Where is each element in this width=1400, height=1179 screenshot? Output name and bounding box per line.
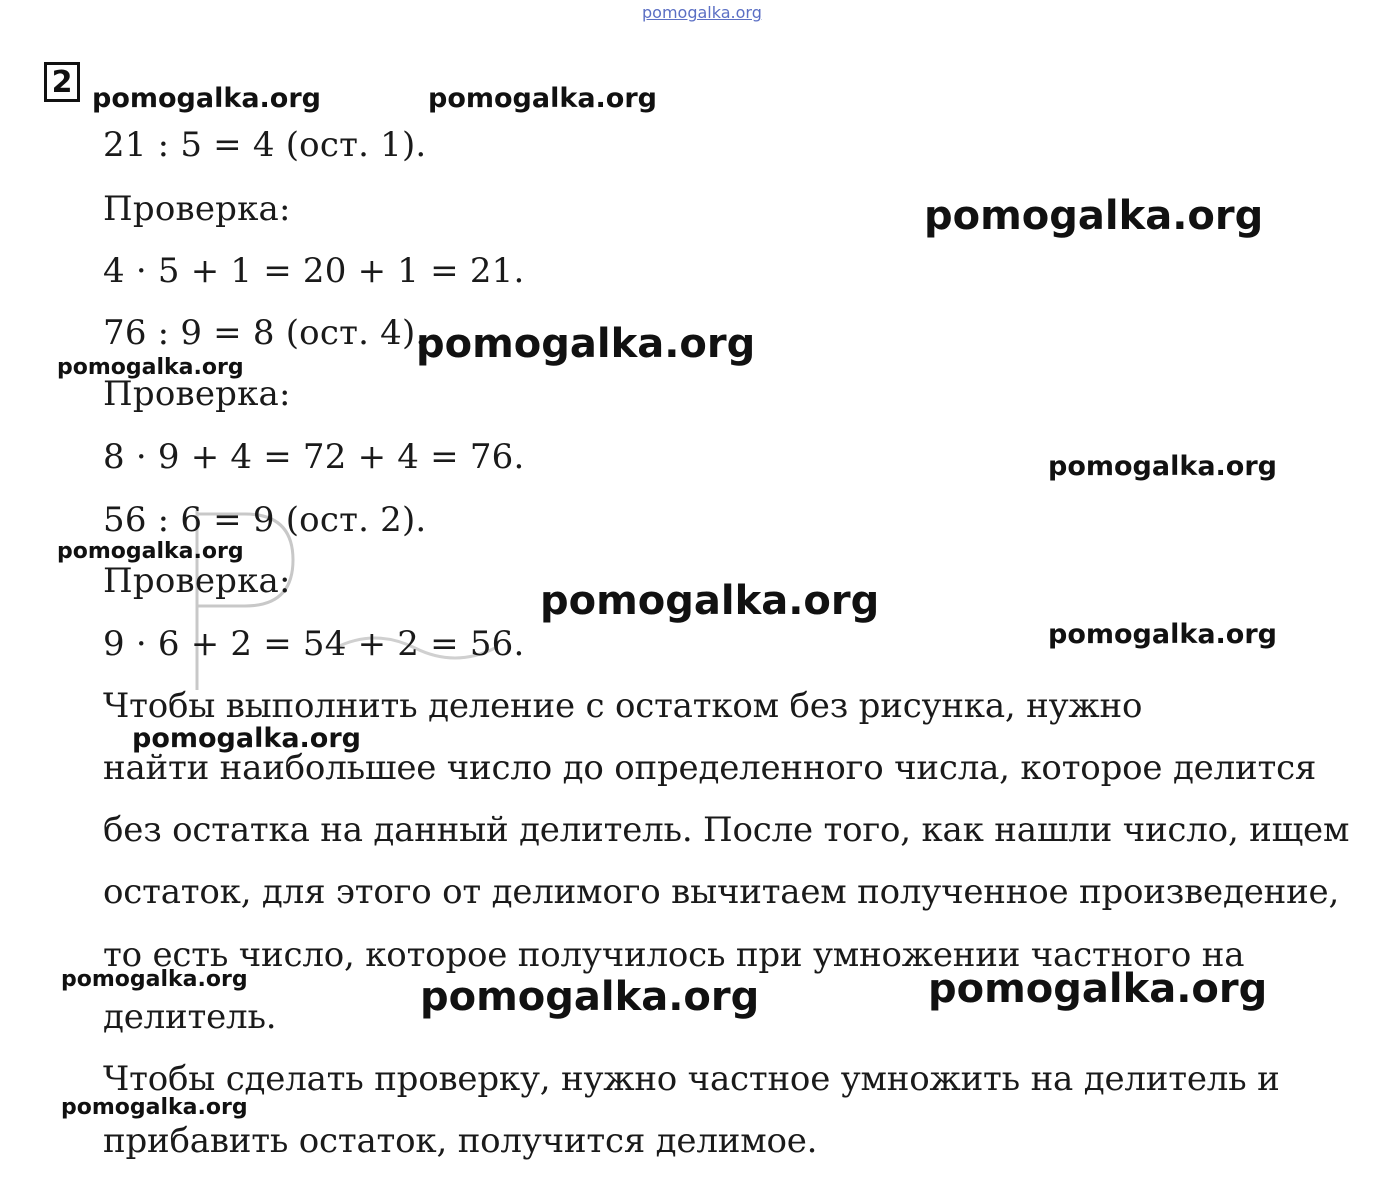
check-line-2: 8 · 9 + 4 = 72 + 4 = 76. (103, 437, 525, 477)
watermark: pomogalka.org (61, 1095, 248, 1120)
watermark: pomogalka.org (92, 83, 321, 114)
calc-line-1: 21 : 5 = 4 (ост. 1). (103, 125, 427, 165)
watermark: pomogalka.org (57, 539, 244, 564)
watermark: pomogalka.org (428, 83, 657, 114)
task-number-box: 2 (44, 62, 80, 102)
explanation-line-1: Чтобы выполнить деление с остатком без рисунка, нужно (103, 686, 1143, 726)
explanation-line-2: найти наибольшее число до определенного числа, которое делится (103, 748, 1317, 788)
watermark: pomogalka.org (924, 193, 1264, 239)
calc-line-3: 56 : 6 = 9 (ост. 2). (103, 500, 427, 540)
explanation-line-5: то есть число, которое получилось при умножении частного на (103, 935, 1245, 975)
watermark: pomogalka.org (416, 321, 756, 367)
explanation-line-4: остаток, для этого от делимого вычитаем полученное произведение, (103, 872, 1340, 912)
check-label-3: Проверка: (103, 561, 291, 601)
watermark: pomogalka.org (61, 967, 248, 992)
explanation-line-8: прибавить остаток, получится делимое. (103, 1121, 818, 1161)
watermark: pomogalka.org (928, 966, 1268, 1012)
check-label-1: Проверка: (103, 189, 291, 229)
watermark: pomogalka.org (1048, 451, 1277, 482)
explanation-line-3: без остатка на данный делитель. После того, как нашли число, ищем (103, 810, 1350, 850)
check-line-1: 4 · 5 + 1 = 20 + 1 = 21. (103, 251, 525, 291)
explanation-line-7: Чтобы сделать проверку, нужно частное умножить на делитель и (103, 1059, 1280, 1099)
explanation-line-6: делитель. (103, 997, 277, 1037)
watermark-top: pomogalka.org (642, 3, 762, 22)
watermark: pomogalka.org (57, 355, 244, 380)
watermark: pomogalka.org (132, 723, 361, 754)
watermark: pomogalka.org (420, 974, 760, 1020)
watermark: pomogalka.org (540, 578, 880, 624)
calc-line-2: 76 : 9 = 8 (ост. 4). (103, 313, 427, 353)
watermark: pomogalka.org (1048, 619, 1277, 650)
check-label-2: Проверка: (103, 374, 291, 414)
check-line-3: 9 · 6 + 2 = 54 + 2 = 56. (103, 624, 525, 664)
